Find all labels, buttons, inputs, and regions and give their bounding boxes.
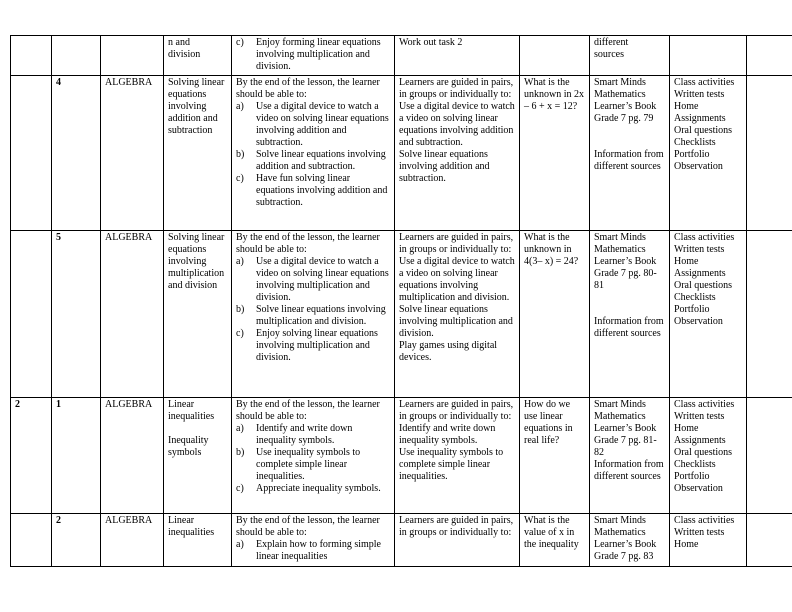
- inquiry-cell: [520, 36, 590, 76]
- strand-cell: ALGEBRA: [101, 514, 164, 567]
- experience-text: Learners are guided in pairs, in groups or individually to:: [399, 399, 514, 422]
- substrand-text: Solving linear equations involving multiplication and division: [168, 232, 225, 291]
- resource-text: different: [594, 37, 629, 48]
- assessment-item: Checklists: [674, 137, 716, 148]
- table-row: [11, 514, 792, 567]
- assessment-item: Checklists: [674, 292, 716, 303]
- substrand-cell: [164, 76, 232, 231]
- table-row: [11, 36, 792, 76]
- week-cell: [11, 36, 52, 76]
- resources-cell: [590, 231, 670, 398]
- experiences-cell: [395, 36, 520, 76]
- assessment-item: Observation: [674, 316, 723, 327]
- assessment-item: Observation: [674, 483, 723, 494]
- experience-text: Solve linear equations involving multiplication and division.: [399, 304, 513, 339]
- outcome-item: a) Explain how to forming simple linear inequalities: [236, 539, 381, 562]
- outcomes-intro: By the end of the lesson, the learner should be able to:: [236, 399, 380, 422]
- table-row: [11, 398, 792, 514]
- assessment-item: Portfolio: [674, 471, 710, 482]
- outcomes-cell: [232, 76, 395, 231]
- assessment-item: Home Assignments: [674, 101, 726, 124]
- scheme-of-work-table: [10, 35, 792, 567]
- experiences-cell: [395, 76, 520, 231]
- resource-text: Smart Minds Mathematics Learner’s Book Grade 7 pg. 79: [594, 77, 657, 124]
- strand-cell: ALGEBRA: [101, 76, 164, 231]
- experiences-cell: [395, 514, 520, 567]
- week-cell: [11, 514, 52, 567]
- experiences-cell: [395, 398, 520, 514]
- assessment-cell: [670, 514, 747, 567]
- experience-text: Identify and write down inequality symbols.: [399, 423, 496, 446]
- substrand-text: division: [168, 49, 201, 60]
- assessment-item: Portfolio: [674, 304, 710, 315]
- assessment-item: Written tests: [674, 244, 725, 255]
- assessment-item: Class activities: [674, 515, 735, 526]
- outcomes-cell: [232, 514, 395, 567]
- resource-text: sources: [594, 49, 624, 60]
- resource-text: Information from different sources: [594, 459, 664, 482]
- outcome-item: c) Have fun solving linear equations involving addition and subtraction.: [236, 173, 388, 208]
- substrand-text: Linear inequalities: [168, 399, 215, 422]
- experiences-cell: [395, 231, 520, 398]
- outcome-item: b) Solve linear equations involving multiplication and division.: [236, 304, 386, 327]
- assessment-item: Written tests: [674, 89, 725, 100]
- inquiry-cell: What is the unknown in 4(3– x) = 24?: [520, 231, 590, 398]
- inquiry-cell: How do we use linear equations in real life?: [520, 398, 590, 514]
- assessment-cell: [670, 36, 747, 76]
- remarks-cell: [747, 398, 792, 514]
- experience-text: Solve linear equations involving addition and subtraction.: [399, 149, 490, 184]
- resource-text: Information from different sources: [594, 149, 664, 172]
- assessment-item: Written tests: [674, 527, 725, 538]
- substrand-text: Solving linear equations involving addition and subtraction: [168, 77, 225, 136]
- lesson-cell: 5: [52, 231, 101, 398]
- outcomes-intro: By the end of the lesson, the learner should be able to:: [236, 232, 380, 255]
- lesson-cell: [52, 36, 101, 76]
- resources-cell: [590, 514, 670, 567]
- substrand-text: Linear inequalities: [168, 515, 215, 538]
- week-cell: 2: [11, 398, 52, 514]
- resource-text: Smart Minds Mathematics Learner’s Book Grade 7 pg. 81-82: [594, 399, 657, 458]
- assessment-item: Oral questions: [674, 280, 733, 291]
- outcomes-cell: [232, 398, 395, 514]
- resources-cell: [590, 76, 670, 231]
- experience-text: Play games using digital devices.: [399, 340, 498, 363]
- resource-text: Smart Minds Mathematics Learner’s Book Grade 7 pg. 83: [594, 515, 657, 562]
- outcomes-intro: By the end of the lesson, the learner should be able to:: [236, 515, 380, 538]
- outcome-item: a) Identify and write down inequality symbols.: [236, 423, 353, 446]
- experience-text: Use a digital device to watch a video on solving linear equations involving addition and subtraction.: [399, 101, 515, 148]
- lesson-cell: 4: [52, 76, 101, 231]
- assessment-item: Oral questions: [674, 447, 733, 458]
- assessment-item: Home Assignments: [674, 423, 726, 446]
- assessment-item: Class activities: [674, 77, 735, 88]
- assessment-item: Observation: [674, 161, 723, 172]
- assessment-item: Home: [674, 539, 699, 550]
- substrand-cell: [164, 231, 232, 398]
- remarks-cell: [747, 36, 792, 76]
- outcome-item: a) Use a digital device to watch a video on solving linear equations involving addition and subtraction.: [236, 101, 389, 148]
- outcome-item: c) Enjoy solving linear equations involving multiplication and division.: [236, 328, 378, 363]
- resource-text: Smart Minds Mathematics Learner’s Book Grade 7 pg. 80-81: [594, 232, 657, 291]
- experience-text: Work out task 2: [399, 37, 463, 48]
- experience-text: Use a digital device to watch a video on solving linear equations involving multiplication and division.: [399, 256, 515, 303]
- assessment-item: Class activities: [674, 399, 735, 410]
- assessment-item: Class activities: [674, 232, 735, 243]
- assessment-item: Written tests: [674, 411, 725, 422]
- outcome-item: b) Solve linear equations involving addition and subtraction.: [236, 149, 386, 172]
- inquiry-cell: What is the value of x in the inequality: [520, 514, 590, 567]
- resource-text: Information from different sources: [594, 316, 664, 339]
- experience-text: Use inequality symbols to complete simple linear inequalities.: [399, 447, 504, 482]
- experience-text: Learners are guided in pairs, in groups or individually to:: [399, 232, 514, 255]
- remarks-cell: [747, 231, 792, 398]
- resources-cell: [590, 398, 670, 514]
- substrand-text: n and: [168, 37, 190, 48]
- outcome-item: a) Use a digital device to watch a video on solving linear equations involving multiplication and division.: [236, 256, 389, 303]
- substrand-text: Inequality symbols: [168, 435, 209, 458]
- strand-cell: ALGEBRA: [101, 231, 164, 398]
- strand-cell: [101, 36, 164, 76]
- assessment-cell: [670, 76, 747, 231]
- inquiry-cell: What is the unknown in 2x – 6 + x = 12?: [520, 76, 590, 231]
- substrand-cell: [164, 36, 232, 76]
- assessment-cell: [670, 231, 747, 398]
- remarks-cell: [747, 514, 792, 567]
- week-cell: [11, 231, 52, 398]
- assessment-cell: [670, 398, 747, 514]
- outcome-item: b) Use inequality symbols to complete simple linear inequalities.: [236, 447, 361, 482]
- remarks-cell: [747, 76, 792, 231]
- table-row: [11, 76, 792, 231]
- outcomes-cell: [232, 231, 395, 398]
- experience-text: Learners are guided in pairs, in groups or individually to:: [399, 77, 514, 100]
- assessment-item: Checklists: [674, 459, 716, 470]
- experience-text: Learners are guided in pairs, in groups or individually to:: [399, 515, 514, 538]
- outcomes-intro: By the end of the lesson, the learner should be able to:: [236, 77, 380, 100]
- outcome-item: c) Appreciate inequality symbols.: [236, 483, 381, 494]
- lesson-cell: 2: [52, 514, 101, 567]
- assessment-item: Oral questions: [674, 125, 733, 136]
- lesson-cell: 1: [52, 398, 101, 514]
- assessment-item: Home Assignments: [674, 256, 726, 279]
- resources-cell: [590, 36, 670, 76]
- outcome-item: c) Enjoy forming linear equations involving multiplication and division.: [236, 37, 381, 72]
- table-row: [11, 231, 792, 398]
- outcomes-cell: [232, 36, 395, 76]
- week-cell: [11, 76, 52, 231]
- strand-cell: ALGEBRA: [101, 398, 164, 514]
- substrand-cell: [164, 514, 232, 567]
- assessment-item: Portfolio: [674, 149, 710, 160]
- substrand-cell: [164, 398, 232, 514]
